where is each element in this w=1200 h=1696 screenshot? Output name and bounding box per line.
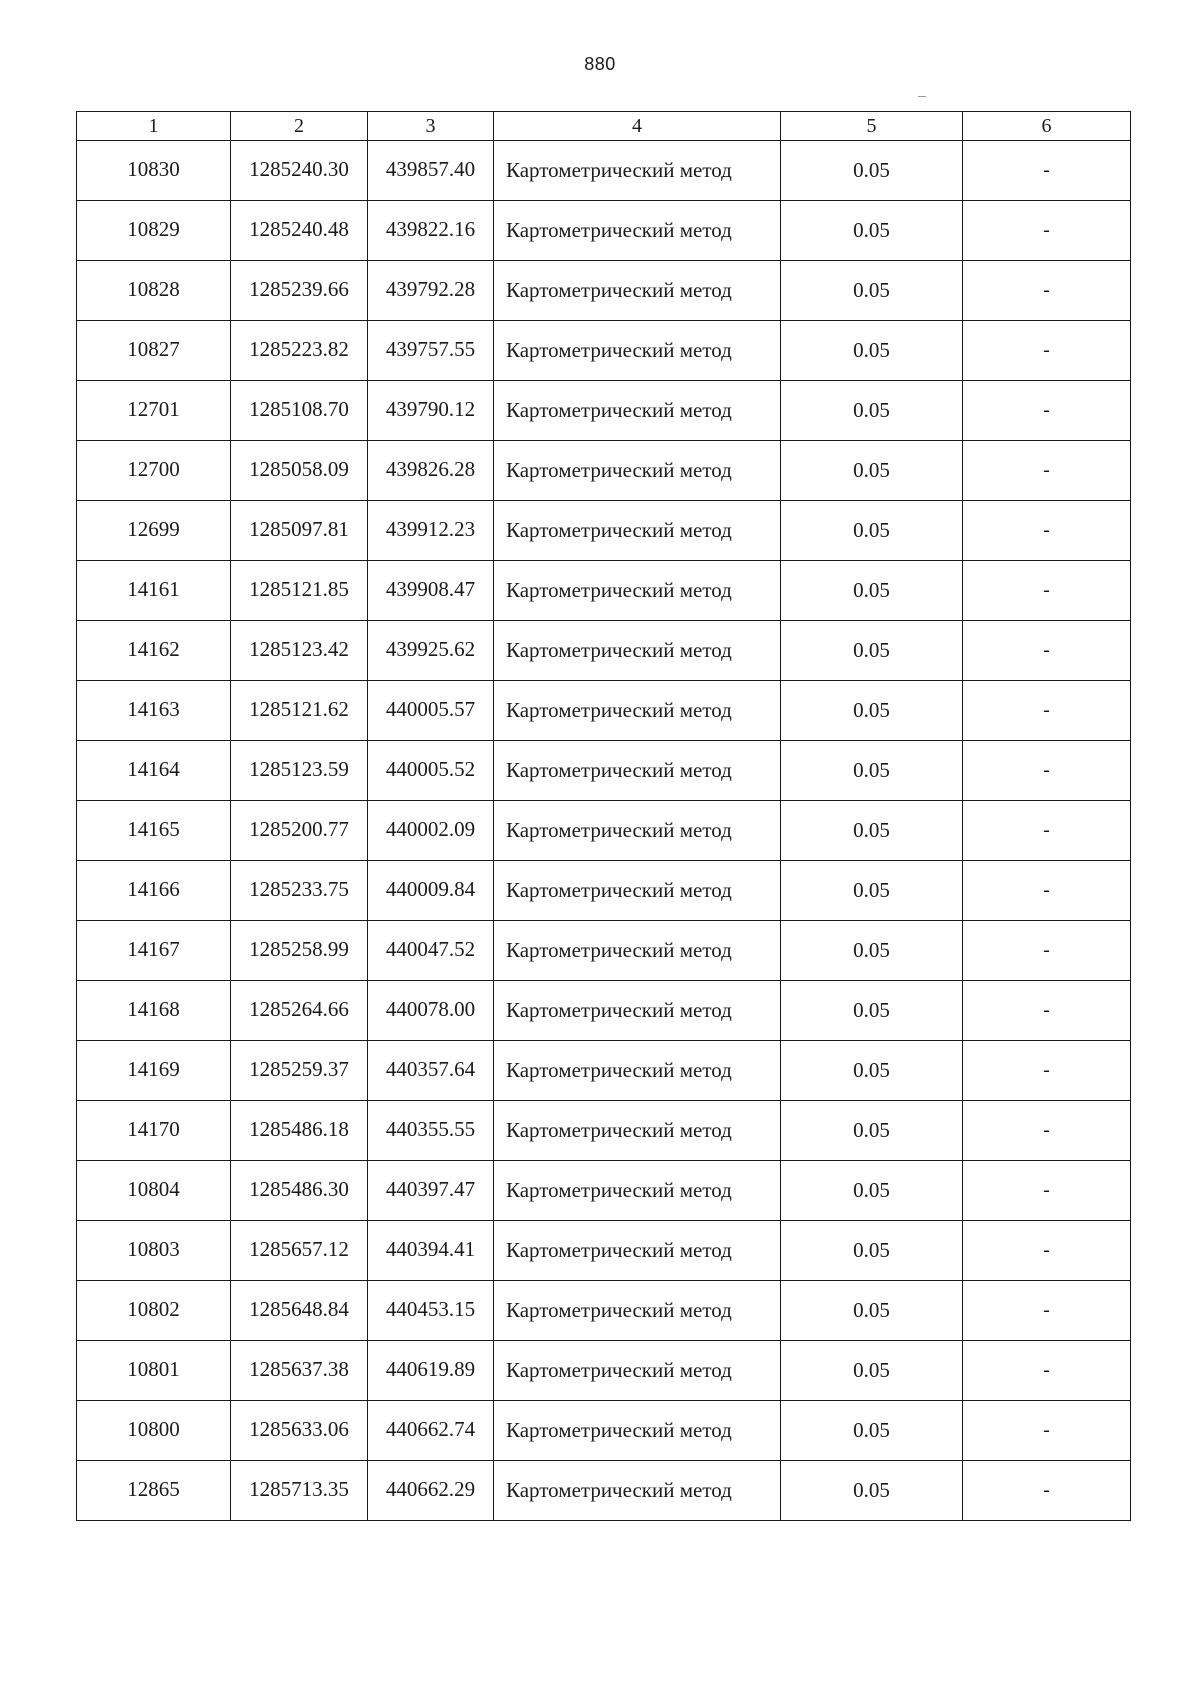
y-coordinate-cell: 440619.89: [368, 1341, 494, 1401]
x-coordinate-cell: 1285648.84: [231, 1281, 368, 1341]
table-row: [77, 861, 1131, 921]
method-cell: Картометрический метод: [494, 441, 781, 501]
x-coordinate-cell: 1285633.06: [231, 1401, 368, 1461]
accuracy-cell: 0.05: [781, 981, 963, 1041]
point-id-cell: 10802: [77, 1281, 231, 1341]
accuracy-cell: 0.05: [781, 441, 963, 501]
header-col-5: 5: [781, 112, 963, 141]
y-coordinate-cell: 440397.47: [368, 1161, 494, 1221]
point-id-cell: 14166: [77, 861, 231, 921]
method-cell: Картометрический метод: [494, 1281, 781, 1341]
point-id-cell: 10801: [77, 1341, 231, 1401]
point-id-cell: 14168: [77, 981, 231, 1041]
accuracy-cell: 0.05: [781, 1281, 963, 1341]
method-cell: Картометрический метод: [494, 381, 781, 441]
point-id-cell: 14169: [77, 1041, 231, 1101]
y-coordinate-cell: 439857.40: [368, 141, 494, 201]
accuracy-cell: 0.05: [781, 861, 963, 921]
accuracy-cell: 0.05: [781, 921, 963, 981]
accuracy-cell: 0.05: [781, 1041, 963, 1101]
table-row: [77, 201, 1131, 261]
point-id-cell: 12865: [77, 1461, 231, 1521]
x-coordinate-cell: 1285240.30: [231, 141, 368, 201]
y-coordinate-cell: 439790.12: [368, 381, 494, 441]
method-cell: Картометрический метод: [494, 741, 781, 801]
note-cell: -: [963, 1221, 1131, 1281]
table-row: [77, 1461, 1131, 1521]
x-coordinate-cell: 1285240.48: [231, 201, 368, 261]
accuracy-cell: 0.05: [781, 1221, 963, 1281]
y-coordinate-cell: 440005.52: [368, 741, 494, 801]
header-col-1: 1: [77, 112, 231, 141]
x-coordinate-cell: 1285259.37: [231, 1041, 368, 1101]
point-id-cell: 14164: [77, 741, 231, 801]
accuracy-cell: 0.05: [781, 1461, 963, 1521]
table-row: [77, 501, 1131, 561]
y-coordinate-cell: 440394.41: [368, 1221, 494, 1281]
note-cell: -: [963, 1281, 1131, 1341]
point-id-cell: 14161: [77, 561, 231, 621]
table-row: [77, 321, 1131, 381]
method-cell: Картометрический метод: [494, 141, 781, 201]
note-cell: -: [963, 501, 1131, 561]
method-cell: Картометрический метод: [494, 981, 781, 1041]
method-cell: Картометрический метод: [494, 1341, 781, 1401]
table-row: [77, 921, 1131, 981]
point-id-cell: 10830: [77, 141, 231, 201]
y-coordinate-cell: 440662.29: [368, 1461, 494, 1521]
method-cell: Картометрический метод: [494, 1101, 781, 1161]
point-id-cell: 10803: [77, 1221, 231, 1281]
x-coordinate-cell: 1285121.85: [231, 561, 368, 621]
method-cell: Картометрический метод: [494, 261, 781, 321]
point-id-cell: 14167: [77, 921, 231, 981]
method-cell: Картометрический метод: [494, 561, 781, 621]
x-coordinate-cell: 1285486.18: [231, 1101, 368, 1161]
header-col-3: 3: [368, 112, 494, 141]
point-id-cell: 10804: [77, 1161, 231, 1221]
method-cell: Картометрический метод: [494, 201, 781, 261]
scan-mark: [918, 96, 926, 97]
accuracy-cell: 0.05: [781, 381, 963, 441]
note-cell: -: [963, 261, 1131, 321]
table-row: [77, 561, 1131, 621]
point-id-cell: 14165: [77, 801, 231, 861]
y-coordinate-cell: 439925.62: [368, 621, 494, 681]
point-id-cell: 12701: [77, 381, 231, 441]
y-coordinate-cell: 440355.55: [368, 1101, 494, 1161]
coordinates-table: [76, 111, 1131, 1521]
table-header: [77, 112, 1131, 141]
point-id-cell: 10800: [77, 1401, 231, 1461]
x-coordinate-cell: 1285200.77: [231, 801, 368, 861]
y-coordinate-cell: 440078.00: [368, 981, 494, 1041]
note-cell: -: [963, 741, 1131, 801]
y-coordinate-cell: 439757.55: [368, 321, 494, 381]
y-coordinate-cell: 439822.16: [368, 201, 494, 261]
note-cell: -: [963, 1161, 1131, 1221]
method-cell: Картометрический метод: [494, 1461, 781, 1521]
method-cell: Картометрический метод: [494, 621, 781, 681]
y-coordinate-cell: 439912.23: [368, 501, 494, 561]
table-row: [77, 981, 1131, 1041]
method-cell: Картометрический метод: [494, 921, 781, 981]
point-id-cell: 14163: [77, 681, 231, 741]
table-row: [77, 621, 1131, 681]
page-number: 880: [584, 54, 616, 74]
accuracy-cell: 0.05: [781, 321, 963, 381]
x-coordinate-cell: 1285223.82: [231, 321, 368, 381]
table-row: [77, 681, 1131, 741]
method-cell: Картометрический метод: [494, 801, 781, 861]
accuracy-cell: 0.05: [781, 201, 963, 261]
method-cell: Картометрический метод: [494, 321, 781, 381]
x-coordinate-cell: 1285233.75: [231, 861, 368, 921]
note-cell: -: [963, 981, 1131, 1041]
accuracy-cell: 0.05: [781, 621, 963, 681]
x-coordinate-cell: 1285264.66: [231, 981, 368, 1041]
method-cell: Картометрический метод: [494, 681, 781, 741]
table-row: [77, 441, 1131, 501]
y-coordinate-cell: 440005.57: [368, 681, 494, 741]
point-id-cell: 10827: [77, 321, 231, 381]
x-coordinate-cell: 1285258.99: [231, 921, 368, 981]
y-coordinate-cell: 440009.84: [368, 861, 494, 921]
accuracy-cell: 0.05: [781, 1101, 963, 1161]
accuracy-cell: 0.05: [781, 561, 963, 621]
note-cell: -: [963, 621, 1131, 681]
y-coordinate-cell: 439908.47: [368, 561, 494, 621]
accuracy-cell: 0.05: [781, 141, 963, 201]
x-coordinate-cell: 1285108.70: [231, 381, 368, 441]
note-cell: -: [963, 1401, 1131, 1461]
y-coordinate-cell: 440047.52: [368, 921, 494, 981]
header-col-6: 6: [963, 112, 1131, 141]
header-col-2: 2: [231, 112, 368, 141]
x-coordinate-cell: 1285097.81: [231, 501, 368, 561]
y-coordinate-cell: 440453.15: [368, 1281, 494, 1341]
table-row: [77, 1401, 1131, 1461]
header-row: [77, 112, 1131, 141]
note-cell: -: [963, 921, 1131, 981]
note-cell: -: [963, 141, 1131, 201]
table-row: [77, 381, 1131, 441]
note-cell: -: [963, 321, 1131, 381]
y-coordinate-cell: 439826.28: [368, 441, 494, 501]
x-coordinate-cell: 1285657.12: [231, 1221, 368, 1281]
accuracy-cell: 0.05: [781, 1161, 963, 1221]
table-row: [77, 261, 1131, 321]
y-coordinate-cell: 440002.09: [368, 801, 494, 861]
table-row: [77, 801, 1131, 861]
method-cell: Картометрический метод: [494, 861, 781, 921]
table-row: [77, 1221, 1131, 1281]
header-col-4: 4: [494, 112, 781, 141]
x-coordinate-cell: 1285123.59: [231, 741, 368, 801]
note-cell: -: [963, 381, 1131, 441]
method-cell: Картометрический метод: [494, 501, 781, 561]
y-coordinate-cell: 440662.74: [368, 1401, 494, 1461]
x-coordinate-cell: 1285486.30: [231, 1161, 368, 1221]
accuracy-cell: 0.05: [781, 1401, 963, 1461]
table-row: [77, 1161, 1131, 1221]
table-row: [77, 1281, 1131, 1341]
method-cell: Картометрический метод: [494, 1401, 781, 1461]
accuracy-cell: 0.05: [781, 801, 963, 861]
note-cell: -: [963, 801, 1131, 861]
x-coordinate-cell: 1285637.38: [231, 1341, 368, 1401]
accuracy-cell: 0.05: [781, 1341, 963, 1401]
point-id-cell: 12699: [77, 501, 231, 561]
point-id-cell: 14162: [77, 621, 231, 681]
x-coordinate-cell: 1285058.09: [231, 441, 368, 501]
method-cell: Картометрический метод: [494, 1041, 781, 1101]
note-cell: -: [963, 1341, 1131, 1401]
table-row: [77, 141, 1131, 201]
y-coordinate-cell: 440357.64: [368, 1041, 494, 1101]
x-coordinate-cell: 1285121.62: [231, 681, 368, 741]
note-cell: -: [963, 1101, 1131, 1161]
method-cell: Картометрический метод: [494, 1161, 781, 1221]
note-cell: -: [963, 1461, 1131, 1521]
y-coordinate-cell: 439792.28: [368, 261, 494, 321]
point-id-cell: 10829: [77, 201, 231, 261]
point-id-cell: 10828: [77, 261, 231, 321]
point-id-cell: 12700: [77, 441, 231, 501]
table-row: [77, 1041, 1131, 1101]
note-cell: -: [963, 1041, 1131, 1101]
accuracy-cell: 0.05: [781, 501, 963, 561]
table-row: [77, 741, 1131, 801]
table-body: [77, 141, 1131, 1521]
point-id-cell: 14170: [77, 1101, 231, 1161]
note-cell: -: [963, 441, 1131, 501]
accuracy-cell: 0.05: [781, 261, 963, 321]
note-cell: -: [963, 561, 1131, 621]
note-cell: -: [963, 201, 1131, 261]
x-coordinate-cell: 1285713.35: [231, 1461, 368, 1521]
x-coordinate-cell: 1285239.66: [231, 261, 368, 321]
table-row: [77, 1101, 1131, 1161]
note-cell: -: [963, 861, 1131, 921]
method-cell: Картометрический метод: [494, 1221, 781, 1281]
accuracy-cell: 0.05: [781, 681, 963, 741]
note-cell: -: [963, 681, 1131, 741]
table-row: [77, 1341, 1131, 1401]
accuracy-cell: 0.05: [781, 741, 963, 801]
x-coordinate-cell: 1285123.42: [231, 621, 368, 681]
